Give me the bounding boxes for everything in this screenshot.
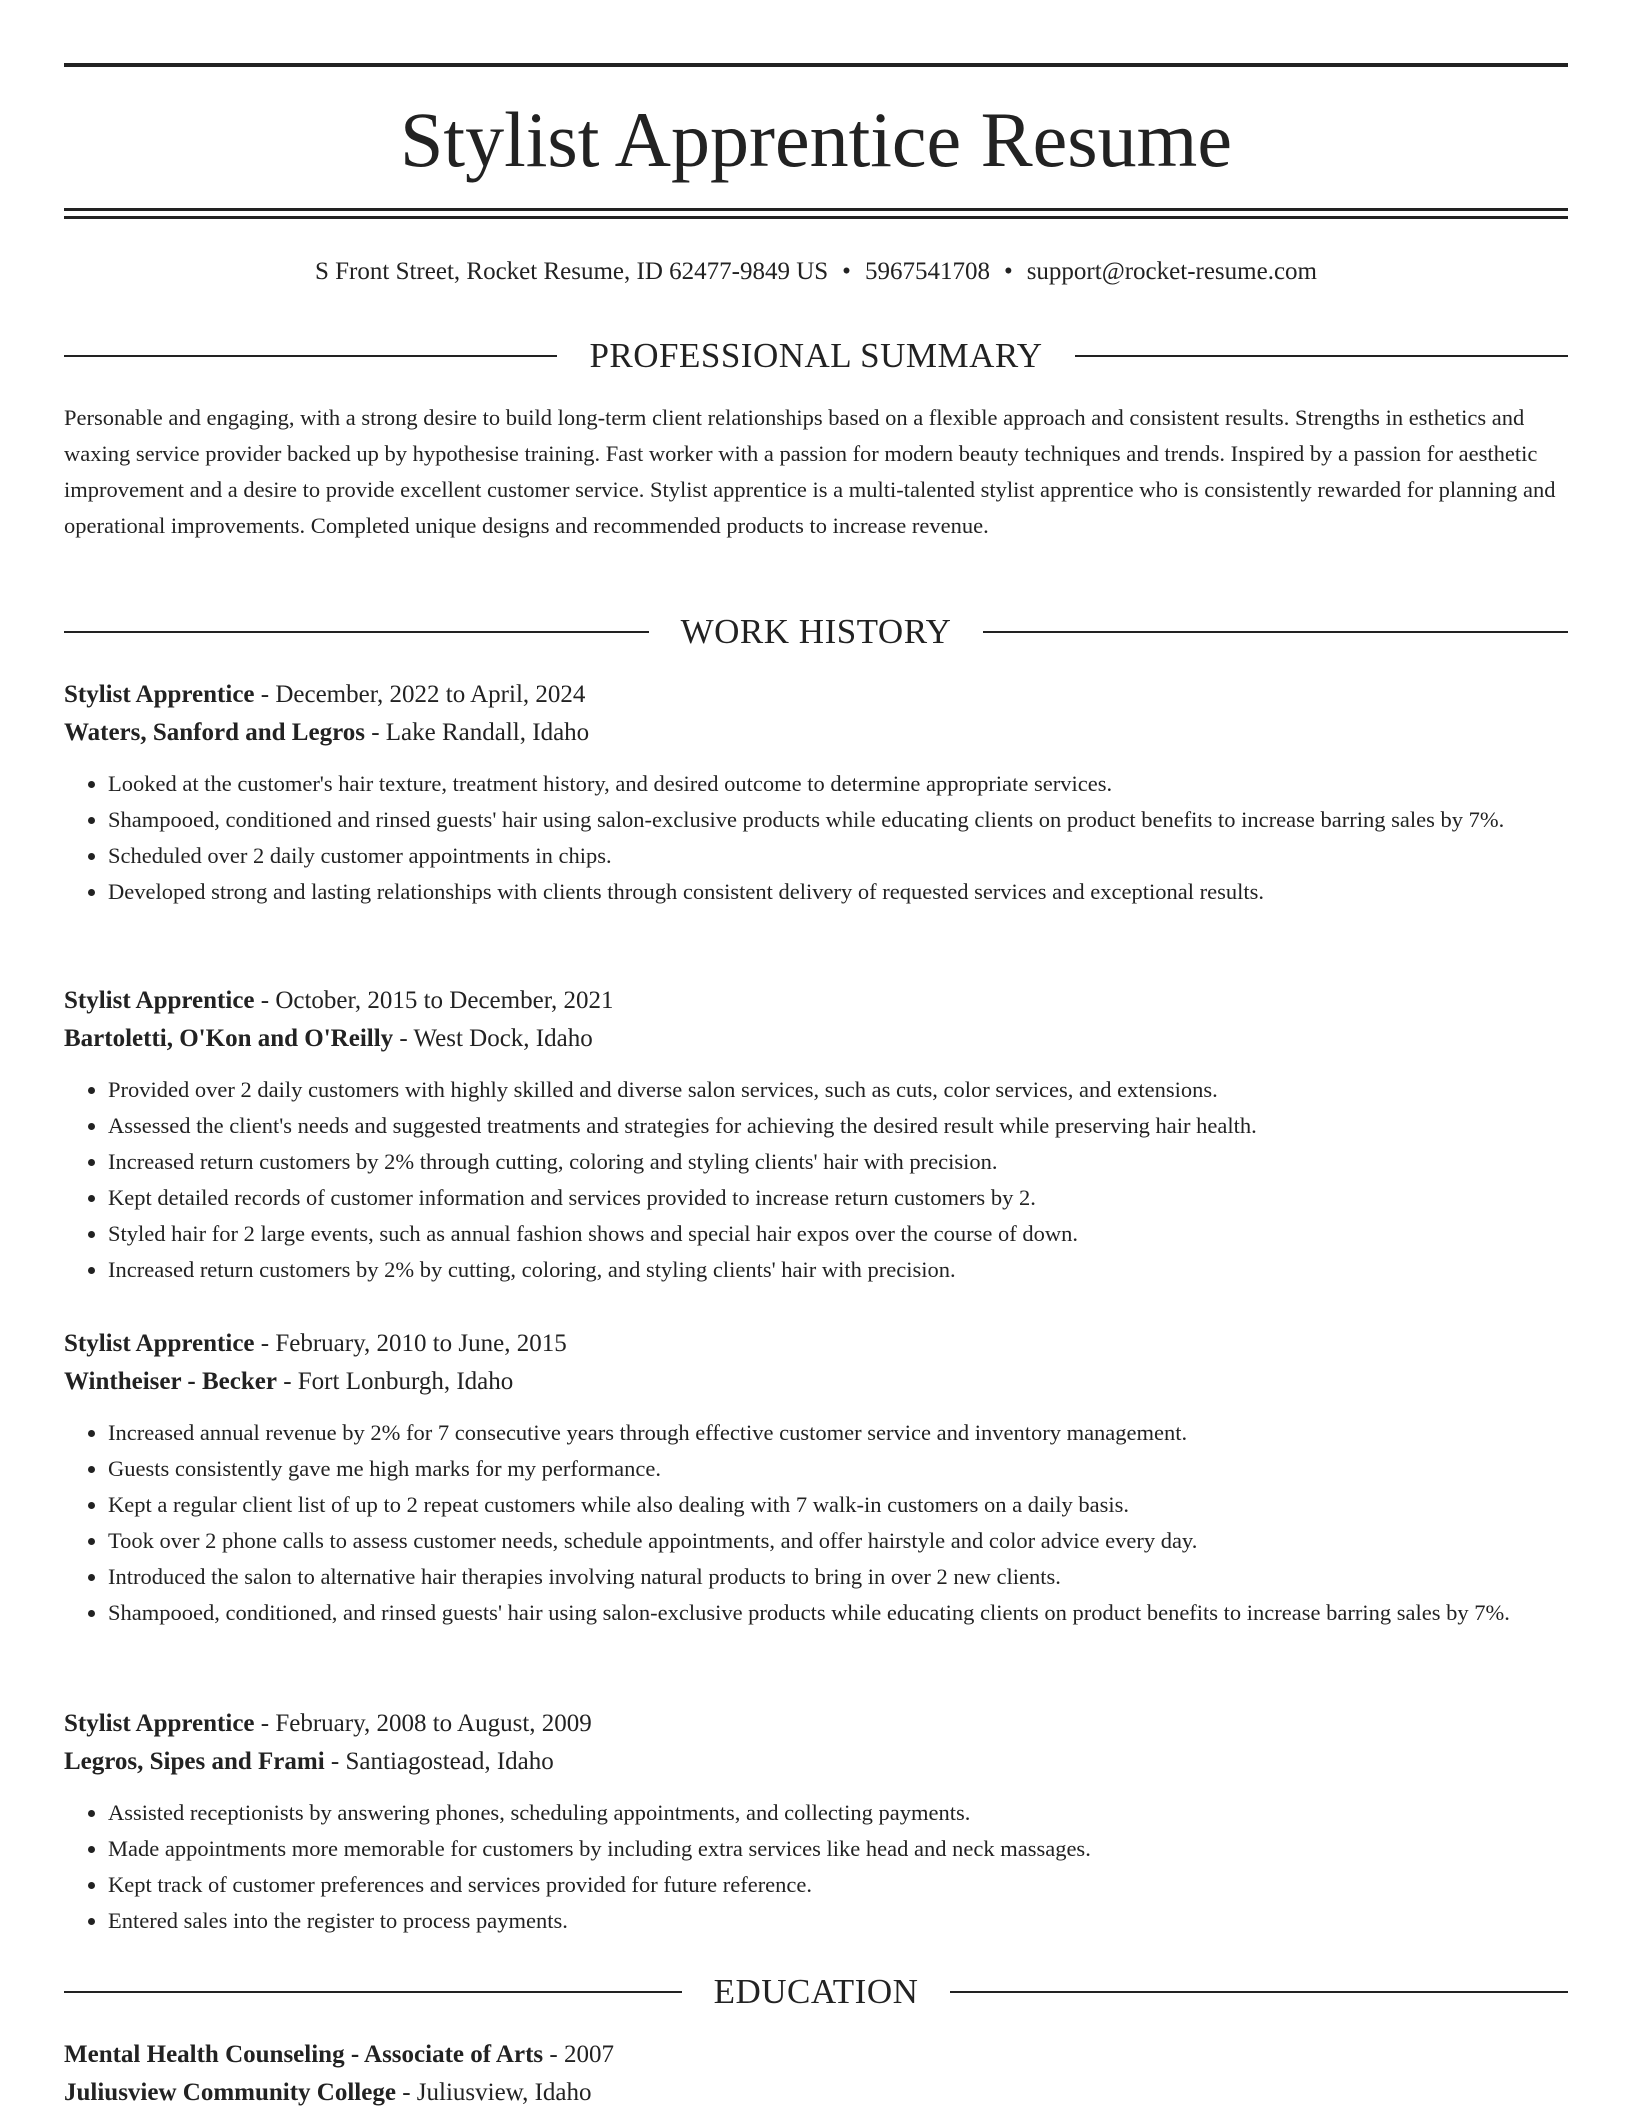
list-item: • Guests consistently gave me high marks for my performance.: [108, 1451, 1568, 1487]
heading-rule-left: [64, 355, 557, 357]
job-entry: [64, 1325, 1568, 1631]
contact-separator: •: [842, 258, 851, 285]
heading-rule-right: [1075, 355, 1568, 357]
job-company-line: [64, 1020, 1568, 1058]
job-title-line: [64, 676, 1568, 714]
page-title: Stylist Apprentice Resume: [400, 96, 1232, 183]
job-bullets: [64, 766, 1568, 910]
job-bullets: [64, 1415, 1568, 1631]
job-company: Wintheiser - Becker: [64, 1368, 277, 1395]
summary-text: Personable and engaging, with a strong desire to build long-term client relationships based on a flexible approach and consistent results. Strengths in esthetics and waxing service provider backed up by hypothesise training. Fast worker with a passion for modern beauty techniques and trends. Inspired by a passion for aesthetic improvement and a desire to provide excellent customer service. Stylist apprentice is a multi-talented stylist apprentice who is consistently rewarded for planning and operational improvements. Completed unique designs and recommended products to increase revenue.: [64, 405, 1556, 538]
job-location: - Fort Lonburgh, Idaho: [276, 1368, 514, 1395]
list-item: • Kept detailed records of customer information and services provided to increase return customers by 2.: [108, 1180, 1568, 1216]
job-title-line: [64, 982, 1568, 1020]
title-rule-lower: [64, 216, 1568, 219]
job-company-line: [64, 1363, 1568, 1401]
list-item: • Kept a regular client list of up to 2 repeat customers while also dealing with 7 walk-in customers on a daily basis.: [108, 1487, 1568, 1523]
summary-heading-label: PROFESSIONAL SUMMARY: [589, 336, 1043, 375]
heading-rule-right: [950, 1991, 1568, 1993]
job-entry: [64, 1705, 1568, 1939]
list-item: • Assisted receptionists by answering phones, scheduling appointments, and collecting payments.: [108, 1795, 1568, 1831]
list-item: • Entered sales into the register to process payments.: [108, 1903, 1568, 1939]
title-rule-upper: [64, 208, 1568, 211]
job-bullets: [64, 1795, 1568, 1939]
education-location: - Juliusview, Idaho: [395, 2079, 592, 2106]
list-item: • Shampooed, conditioned and rinsed guests' hair using salon-exclusive products while educating clients on product benefits to increase barring sales by 7%.: [108, 802, 1568, 838]
job-dates: - February, 2008 to August, 2009: [254, 1710, 592, 1737]
job-dates: - October, 2015 to December, 2021: [254, 987, 614, 1014]
list-item: • Introduced the salon to alternative hair therapies involving natural products to bring in over 2 new clients.: [108, 1559, 1568, 1595]
job-entry: [64, 982, 1568, 1288]
contact-line: [64, 254, 1568, 290]
list-item: • Looked at the customer's hair texture, treatment history, and desired outcome to determine appropriate services.: [108, 766, 1568, 802]
work-heading-label: WORK HISTORY: [680, 612, 952, 651]
list-item: • Increased return customers by 2% through cutting, coloring and styling clients' hair with precision.: [108, 1144, 1568, 1180]
job-location: - West Dock, Idaho: [393, 1025, 593, 1052]
heading-rule-left: [64, 631, 649, 633]
job-title: Stylist Apprentice: [64, 987, 255, 1014]
contact-phone[interactable]: 5967541708: [864, 258, 990, 285]
job-location: - Santiagostead, Idaho: [324, 1748, 554, 1775]
education-school-line: [64, 2074, 1568, 2112]
job-title-line: [64, 1325, 1568, 1363]
job-company-line: [64, 714, 1568, 752]
job-title: Stylist Apprentice: [64, 681, 255, 708]
list-item: • Developed strong and lasting relationships with clients through consistent delivery of requested services and exceptional results.: [108, 874, 1568, 910]
education-entry: [64, 2036, 1568, 2112]
list-item: • Provided over 2 daily customers with highly skilled and diverse salon services, such as cuts, color services, and extensions.: [108, 1072, 1568, 1108]
list-item: • Assessed the client's needs and suggested treatments and strategies for achieving the desired result while preserving hair health.: [108, 1108, 1568, 1144]
education-heading-label: EDUCATION: [713, 1972, 919, 2011]
list-item: • Styled hair for 2 large events, such as annual fashion shows and special hair expos over the course of down.: [108, 1216, 1568, 1252]
heading-rule-right: [983, 631, 1568, 633]
list-item: • Shampooed, conditioned, and rinsed guests' hair using salon-exclusive products while educating clients on product benefits to increase barring sales by 7%.: [108, 1595, 1568, 1631]
job-location: - Lake Randall, Idaho: [364, 719, 590, 746]
job-title: Stylist Apprentice: [64, 1710, 255, 1737]
summary-section-heading: [64, 334, 1568, 378]
education-school: Juliusview Community College: [64, 2079, 396, 2106]
job-company-line: [64, 1743, 1568, 1781]
list-item: • Increased annual revenue by 2% for 7 consecutive years through effective customer service and inventory management.: [108, 1415, 1568, 1451]
top-rule: [64, 63, 1568, 67]
job-dates: - December, 2022 to April, 2024: [254, 681, 586, 708]
job-dates: - February, 2010 to June, 2015: [254, 1330, 567, 1357]
work-section-heading: [64, 610, 1568, 654]
contact-separator: •: [1003, 258, 1013, 285]
job-company: Bartoletti, O'Kon and O'Reilly: [64, 1025, 394, 1052]
job-title-line: [64, 1705, 1568, 1743]
job-company: Waters, Sanford and Legros: [64, 719, 365, 746]
contact-email[interactable]: support@rocket-resume.com: [1026, 258, 1317, 285]
list-item: • Took over 2 phone calls to assess customer needs, schedule appointments, and offer hairstyle and color advice every day.: [108, 1523, 1568, 1559]
job-title: Stylist Apprentice: [64, 1330, 255, 1357]
education-degree-line: [64, 2036, 1568, 2074]
heading-rule-left: [64, 1991, 682, 1993]
education-degree: Mental Health Counseling - Associate of Arts: [64, 2041, 544, 2068]
list-item: • Made appointments more memorable for customers by including extra services like head and neck massages.: [108, 1831, 1568, 1867]
education-year: - 2007: [543, 2041, 614, 2068]
education-section-heading: [64, 1970, 1568, 2014]
job-entry: [64, 676, 1568, 910]
list-item: • Increased return customers by 2% by cutting, coloring, and styling clients' hair with precision.: [108, 1252, 1568, 1288]
list-item: • Scheduled over 2 daily customer appointments in chips.: [108, 838, 1568, 874]
list-item: • Kept track of customer preferences and services provided for future reference.: [108, 1867, 1568, 1903]
job-bullets: [64, 1072, 1568, 1288]
contact-address: S Front Street, Rocket Resume, ID 62477-9849 US: [315, 258, 829, 285]
job-company: Legros, Sipes and Frami: [64, 1748, 325, 1775]
